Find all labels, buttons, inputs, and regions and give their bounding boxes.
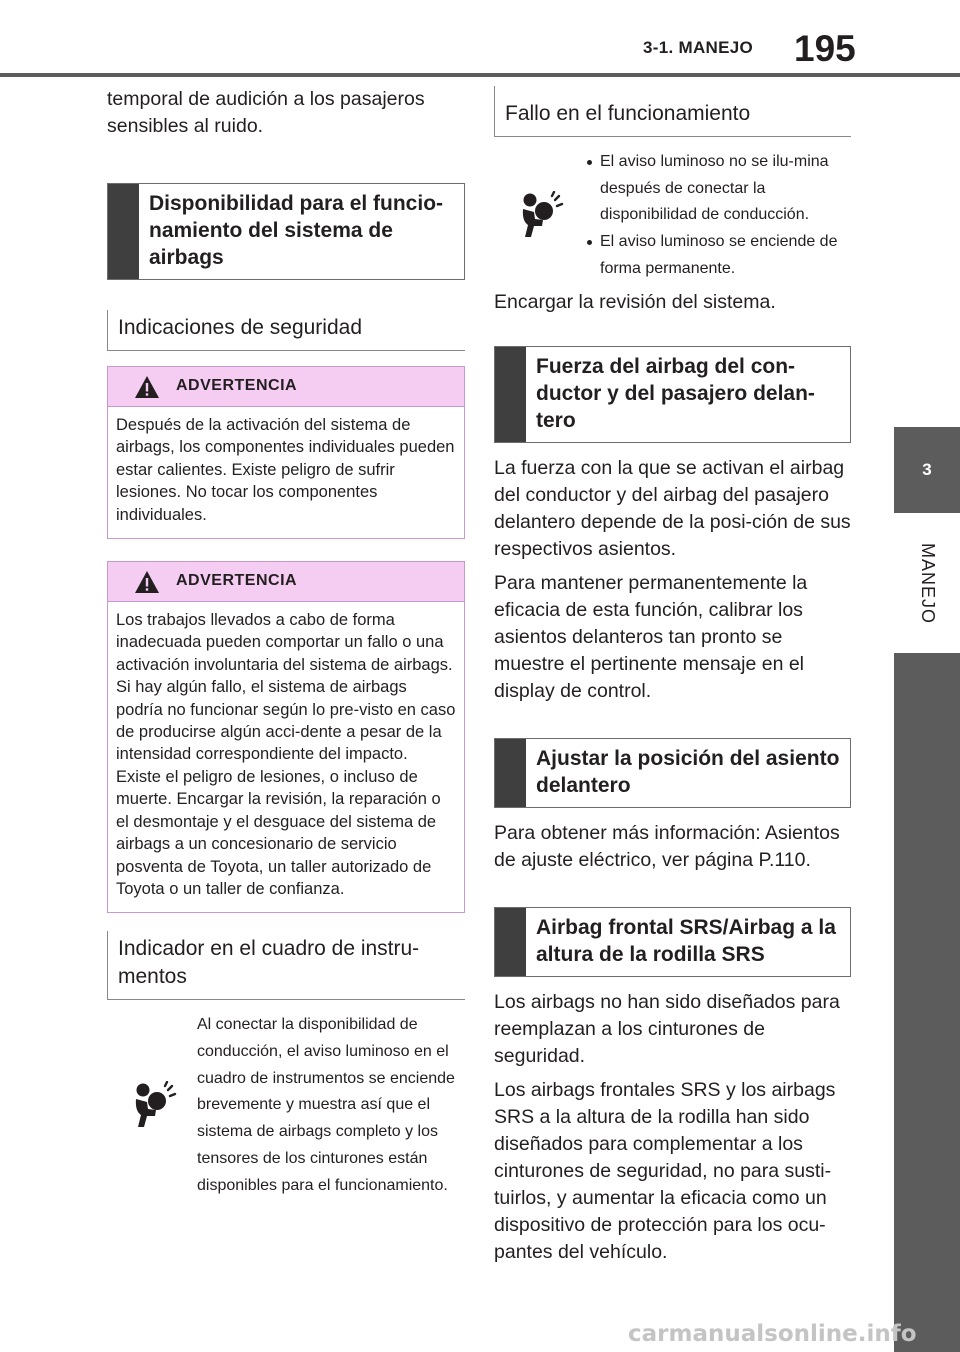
paragraph: Los airbags no han sido diseñados para reemplazan a los cinturones de seguridad. <box>494 990 840 1067</box>
subheading-indicator: Indicador en el cuadro de instru-mentos <box>107 931 465 1000</box>
heading-text: Airbag frontal SRS/Airbag a la altura de la rodilla SRS <box>536 915 836 966</box>
chapter-tab-label-text: MANEJO <box>917 542 938 624</box>
section-heading-adjust <box>494 738 851 808</box>
heading-bar <box>495 908 526 976</box>
header-divider <box>0 73 960 77</box>
heading-text: Fuerza del airbag del con-ductor y del pasajero delan-tero <box>536 354 815 432</box>
page-number: 195 <box>794 28 856 69</box>
paragraph: Los airbags frontales SRS y los airbags SRS a la altura de la rodilla han sido diseñados para complementar a los cinturones de seguridad, no para susti-tuirlos, y aumentar la eficacia como un dispositivo de protección para los ocu-pantes del vehículo. <box>494 1078 836 1263</box>
section-heading-srs <box>494 907 851 977</box>
subheading-safety: Indicaciones de seguridad <box>107 310 465 351</box>
fault-action: Encargar la revisión del sistema. <box>494 290 776 313</box>
heading-text: Disponibilidad para el funcio-namiento del sistema de airbags <box>149 192 444 269</box>
paragraph: Para obtener más información: Asientos de ajuste eléctrico, ver página P.110. <box>494 821 840 871</box>
warning-text: Los trabajos llevados a cabo de forma inadecuada pueden comportar un fallo o una activación involuntaria del sistema de airbags. Si hay algún fallo, el sistema de airbags podría no funcionar según lo pre-visto en caso de producirse algún acci-dente a pesar de la intensidad correspondiente del impacto. Existe el peligro de lesiones, o incluso de muerte. Encargar la revisión, la reparación o el desmontaje y el desguace del sistema de airbags a un concesionario de servicio posventa de Toyota, un taller autorizado de Toyota o un taller de confianza. <box>116 611 456 898</box>
intro-paragraph: temporal de audición a los pasajeros sensibles al ruido. <box>107 88 425 137</box>
heading-text: Ajustar la posición del asiento delantero <box>536 746 840 797</box>
heading-bar <box>495 347 526 442</box>
paragraph: Para mantener permanentemente la eficacia de esta función, calibrar los asientos delanteros tan pronto se muestre el pertinente mensaje en el display de control. <box>494 571 808 702</box>
warning-box-1 <box>107 366 465 539</box>
warning-title: ADVERTENCIA <box>176 377 298 394</box>
warning-header <box>108 562 464 602</box>
left-column <box>107 86 465 1199</box>
subheading-fault: Fallo en el funcionamiento <box>494 86 851 137</box>
heading-bar <box>108 184 139 279</box>
airbag-warning-icon <box>494 149 584 283</box>
paragraph: La fuerza con la que se activan el airbag del conductor y del airbag del pasajero delantero depende de la posi-ción de sus respectivos asientos. <box>494 456 851 560</box>
chapter-tab-label <box>894 513 960 653</box>
chapter-tab-number: 3 <box>894 427 960 513</box>
fault-row <box>494 149 851 283</box>
warning-header <box>108 367 464 407</box>
indicator-row <box>107 1012 465 1199</box>
warning-title: ADVERTENCIA <box>176 572 298 590</box>
watermark: carmanualsonline.info <box>628 1321 917 1347</box>
heading-bar <box>495 739 526 807</box>
airbag-warning-icon <box>107 1012 197 1199</box>
section-heading-force <box>494 346 851 443</box>
indicator-text: Al conectar la disponibilidad de conducción, el aviso luminoso en el cuadro de instrumentos se enciende brevemente y muestra así que el sistema de airbags completo y los tensores de los cinturones están disponibles para el funcionamiento. <box>197 1016 455 1194</box>
warning-triangle-icon <box>134 570 160 594</box>
list-item: El aviso luminoso se enciende de forma permanente. <box>582 229 846 282</box>
warning-box-2 <box>107 561 465 913</box>
section-heading-availability <box>107 183 465 280</box>
section-title: 3-1. MANEJO <box>643 38 754 57</box>
chapter-side-rail <box>894 653 960 1352</box>
fault-bullet-list <box>582 149 846 283</box>
warning-text: Después de la activación del sistema de airbags, los componentes individuales pueden estar calientes. Existe peligro de sufrir lesiones. No tocar los componentes individuales. <box>116 416 455 524</box>
warning-triangle-icon <box>134 375 160 399</box>
right-column <box>494 86 851 1273</box>
list-item: El aviso luminoso no se ilu-mina después de conectar la disponibilidad de conducción. <box>582 149 846 229</box>
